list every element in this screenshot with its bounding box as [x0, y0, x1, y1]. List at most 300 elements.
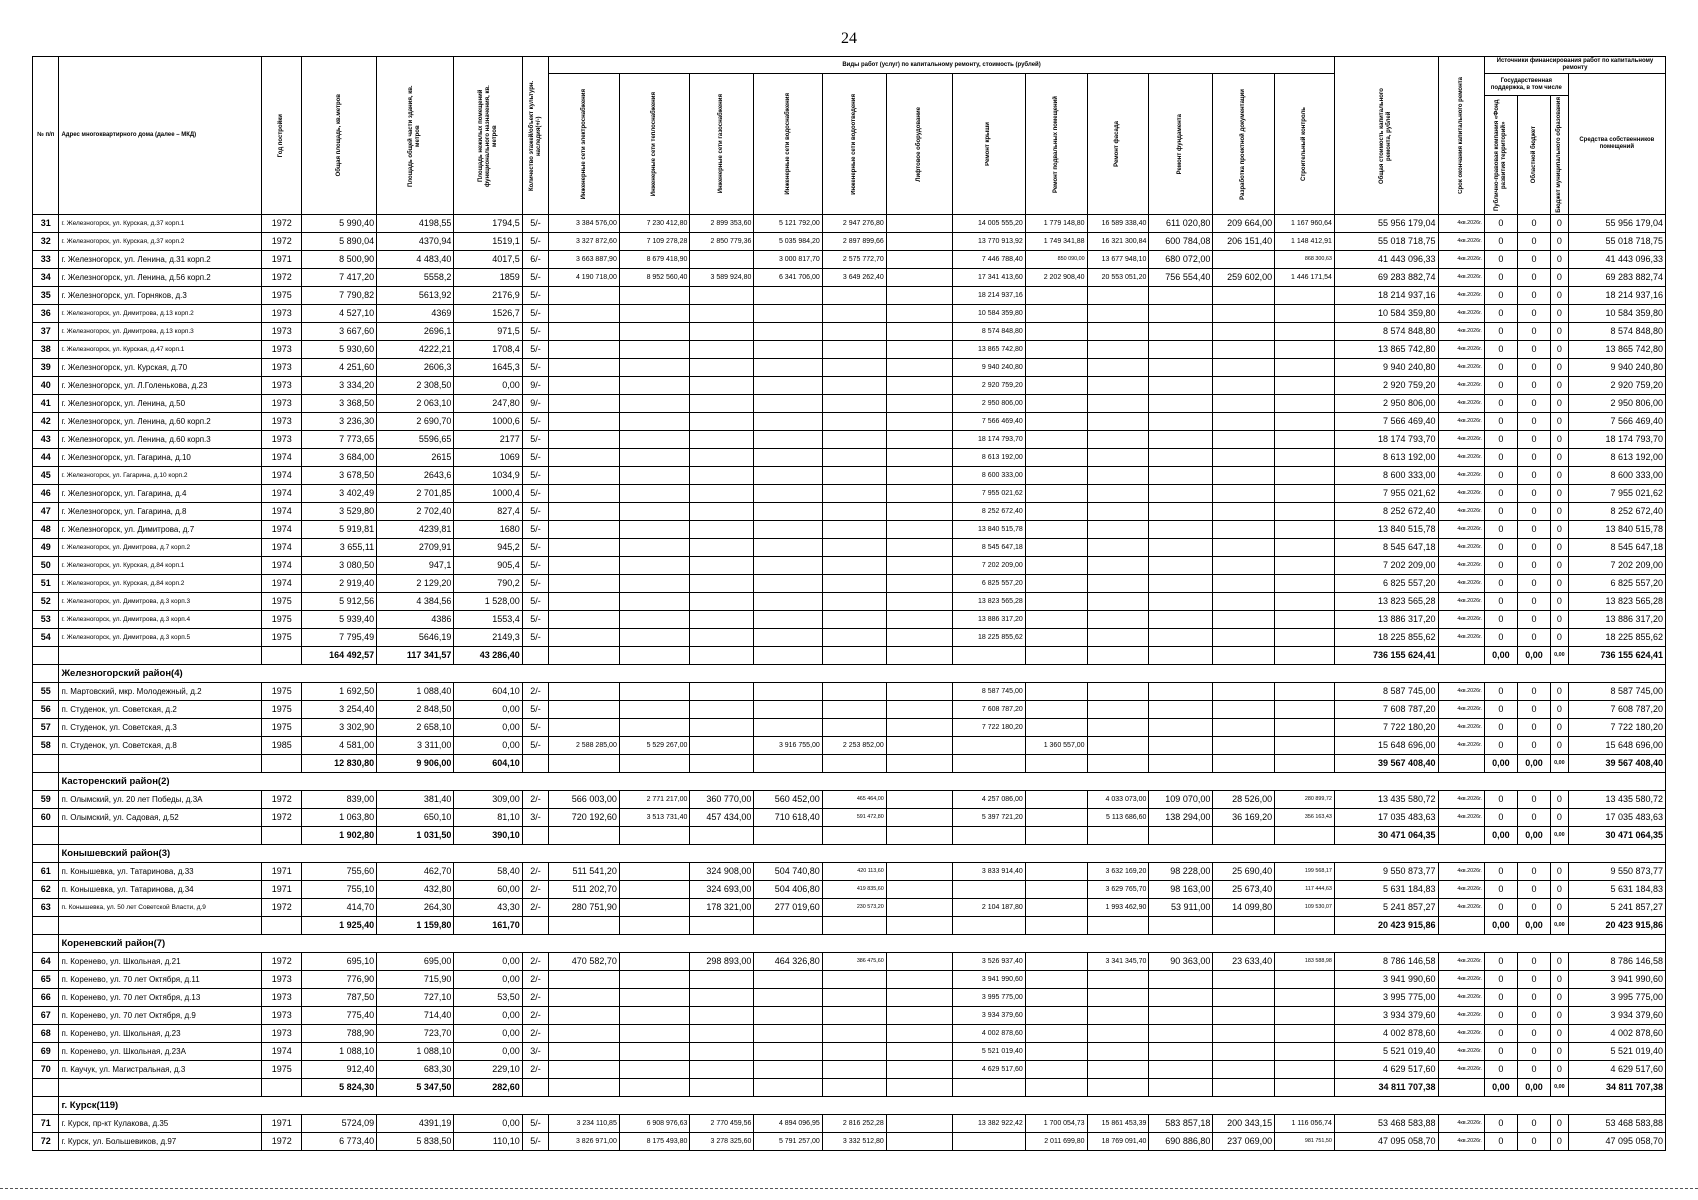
cell-foundation: 583 857,18: [1149, 1115, 1213, 1133]
cell-total-cost: 8 574 848,80: [1334, 323, 1438, 341]
cell-project: [1213, 1025, 1275, 1043]
cell-sewer: 2 816 252,28: [822, 1115, 886, 1133]
district-name: Касторенский район(2): [59, 773, 1666, 791]
cell-municipal: 0: [1551, 341, 1569, 359]
cell-gas: [690, 341, 754, 359]
cell-project: [1213, 1061, 1275, 1079]
cell-foundation: [1149, 683, 1213, 701]
cell-electric: [549, 305, 620, 323]
cell-control: 280 899,72: [1275, 791, 1335, 809]
cell-basement: [1025, 863, 1087, 881]
district-row: [33, 773, 1666, 791]
cell-floors: 5/-: [522, 503, 548, 521]
cell-electric: [549, 755, 620, 773]
cell-no: 53: [33, 611, 59, 629]
cell-water: [754, 557, 822, 575]
district-name: Конышевский район(3): [59, 845, 1666, 863]
cell-municipal: 0: [1551, 521, 1569, 539]
cell-gas: [690, 683, 754, 701]
subtotal-row: [33, 827, 1666, 845]
cell-year: 1973: [262, 1007, 302, 1025]
cell-project: 36 169,20: [1213, 809, 1275, 827]
cell-fund: 0: [1484, 719, 1517, 737]
cell-regional: 0,00: [1517, 827, 1550, 845]
cell-total-area: 3 402,49: [302, 485, 377, 503]
cell-common-area: 2 690,70: [377, 413, 454, 431]
cell-heat: 7 109 278,28: [619, 233, 690, 251]
cell-water: 6 341 706,00: [754, 269, 822, 287]
cell-project: [1213, 539, 1275, 557]
subtotal-row: [33, 755, 1666, 773]
cell-water: [754, 989, 822, 1007]
table-row: [33, 431, 1666, 449]
cell-year: 1974: [262, 449, 302, 467]
cell-total-area: 4 527,10: [302, 305, 377, 323]
cell-total-cost: 2 950 806,00: [1334, 395, 1438, 413]
cell-electric: 280 751,90: [549, 899, 620, 917]
cell-owners: 3 941 990,60: [1568, 971, 1665, 989]
cell-gas: 2 899 353,60: [690, 215, 754, 233]
cell-total-area: 755,10: [302, 881, 377, 899]
cell-total-area: 7 795,49: [302, 629, 377, 647]
cell-floors: 2/-: [522, 971, 548, 989]
cell-roof: [952, 917, 1025, 935]
cell-common-area: 695,00: [377, 953, 454, 971]
cell-water: [754, 503, 822, 521]
cell-floors: 5/-: [522, 431, 548, 449]
cell-total-area: 5724,09: [302, 1115, 377, 1133]
page-number: 24: [841, 30, 857, 47]
cell-project: [1213, 1043, 1275, 1061]
cell-facade: [1087, 521, 1149, 539]
cell-fund: 0: [1484, 557, 1517, 575]
cell-fund: 0: [1484, 611, 1517, 629]
header-year: Год постройки: [262, 57, 302, 215]
cell-owners: 10 584 359,80: [1568, 305, 1665, 323]
cell-floors: 5/-: [522, 485, 548, 503]
cell-control: [1275, 539, 1335, 557]
cell-control: [1275, 413, 1335, 431]
cell-heat: [619, 305, 690, 323]
cell-deadline: [1438, 1079, 1484, 1097]
cell-total-cost: 3 934 379,60: [1334, 1007, 1438, 1025]
cell-control: [1275, 359, 1335, 377]
cell-municipal: 0: [1551, 485, 1569, 503]
cell-basement: 1 779 148,80: [1025, 215, 1087, 233]
cell-basement: [1025, 881, 1087, 899]
cell-address: [59, 755, 262, 773]
cell-total-area: 3 678,50: [302, 467, 377, 485]
cell-deadline: 4кв.2026г.: [1438, 809, 1484, 827]
cell-regional: 0: [1517, 863, 1550, 881]
cell-project: 25 690,40: [1213, 863, 1275, 881]
cell-address: п. Каучук, ул. Магистральная, д.3: [59, 1061, 262, 1079]
cell-control: [1275, 827, 1335, 845]
cell-gas: [690, 323, 754, 341]
cell-total-cost: 9 940 240,80: [1334, 359, 1438, 377]
header-control: Строительный контроль: [1275, 74, 1335, 215]
cell-heat: [619, 593, 690, 611]
cell-year: 1971: [262, 881, 302, 899]
cell-regional: 0: [1517, 575, 1550, 593]
cell-gas: 3 278 325,60: [690, 1133, 754, 1151]
cell-deadline: 4кв.2026г.: [1438, 1133, 1484, 1151]
cell-foundation: [1149, 593, 1213, 611]
cell-gas: [690, 539, 754, 557]
cell-gas: [690, 989, 754, 1007]
cell-address: г. Железногорск, ул. Димитрова, д.13 корп.3: [59, 323, 262, 341]
cell-owners: 47 095 058,70: [1568, 1133, 1665, 1151]
cell-no: 50: [33, 557, 59, 575]
cell-year: [262, 1079, 302, 1097]
cell-total-area: 788,90: [302, 1025, 377, 1043]
cell-roof: 7 955 021,62: [952, 485, 1025, 503]
cell-basement: [1025, 377, 1087, 395]
cell-regional: 0: [1517, 899, 1550, 917]
cell-address: п. Мартовский, мкр. Молодежный, д.2: [59, 683, 262, 701]
cell-heat: [619, 863, 690, 881]
cell-project: [1213, 719, 1275, 737]
cell-facade: 16 589 338,40: [1087, 215, 1149, 233]
cell-foundation: [1149, 539, 1213, 557]
cell-municipal: 0: [1551, 413, 1569, 431]
cell-common-area: 4369: [377, 305, 454, 323]
cell-heat: [619, 1079, 690, 1097]
cell-floors: 5/-: [522, 611, 548, 629]
cell-roof: 18 174 793,70: [952, 431, 1025, 449]
cell-heat: 7 230 412,80: [619, 215, 690, 233]
cell-total-area: 4 251,60: [302, 359, 377, 377]
cell-gas: 324 908,00: [690, 863, 754, 881]
cell-roof: 7 202 209,00: [952, 557, 1025, 575]
cell-lift: [886, 539, 952, 557]
cell-project: [1213, 755, 1275, 773]
cell-sewer: [822, 989, 886, 1007]
cell-municipal: 0: [1551, 737, 1569, 755]
cell-sewer: [822, 1061, 886, 1079]
cell-electric: [549, 683, 620, 701]
cell-control: [1275, 521, 1335, 539]
cell-total-area: 1 063,80: [302, 809, 377, 827]
cell-no: 47: [33, 503, 59, 521]
cell-regional: 0: [1517, 521, 1550, 539]
cell-nonres-area: 1794,5: [454, 215, 522, 233]
cell-common-area: 5646,19: [377, 629, 454, 647]
cell-basement: [1025, 647, 1087, 665]
cell-fund: 0: [1484, 521, 1517, 539]
cell-water: 4 894 096,95: [754, 1115, 822, 1133]
cell-regional: 0: [1517, 287, 1550, 305]
cell-facade: [1087, 971, 1149, 989]
cell-heat: [619, 485, 690, 503]
cell-basement: [1025, 341, 1087, 359]
cell-regional: 0: [1517, 971, 1550, 989]
cell-address: г. Железногорск, ул. Ленина, д.31 корп.2: [59, 251, 262, 269]
cell-sewer: [822, 467, 886, 485]
cell-control: 117 444,63: [1275, 881, 1335, 899]
cell-roof: 18 225 855,62: [952, 629, 1025, 647]
cell-facade: [1087, 593, 1149, 611]
cell-gas: 2 850 779,36: [690, 233, 754, 251]
cell-year: 1974: [262, 503, 302, 521]
cell-water: [754, 827, 822, 845]
cell-total-area: 7 790,82: [302, 287, 377, 305]
cell-roof: 13 823 565,28: [952, 593, 1025, 611]
cell-nonres-area: 1708,4: [454, 341, 522, 359]
cell-total-cost: 9 550 873,77: [1334, 863, 1438, 881]
cell-no: 56: [33, 701, 59, 719]
table-row: [33, 323, 1666, 341]
cell-roof: 8 600 333,00: [952, 467, 1025, 485]
cell-fund: 0,00: [1484, 917, 1517, 935]
cell-no: 44: [33, 449, 59, 467]
cell-deadline: 4кв.2026г.: [1438, 593, 1484, 611]
cell-floors: 2/-: [522, 899, 548, 917]
cell-total-cost: 18 225 855,62: [1334, 629, 1438, 647]
cell-total-cost: 13 823 565,28: [1334, 593, 1438, 611]
cell-common-area: 2615: [377, 449, 454, 467]
cell-heat: [619, 431, 690, 449]
cell-heat: [619, 575, 690, 593]
cell-facade: 18 769 091,40: [1087, 1133, 1149, 1151]
cell-owners: 9 550 873,77: [1568, 863, 1665, 881]
cell-floors: 5/-: [522, 1133, 548, 1151]
cell-heat: [619, 557, 690, 575]
cell-floors: 5/-: [522, 719, 548, 737]
cell-no: 48: [33, 521, 59, 539]
cell-control: [1275, 719, 1335, 737]
cell-municipal: 0: [1551, 575, 1569, 593]
cell-electric: [549, 503, 620, 521]
cell-sewer: [822, 1007, 886, 1025]
cell-lift: [886, 341, 952, 359]
cell-gas: [690, 701, 754, 719]
cell-lift: [886, 863, 952, 881]
cell-nonres-area: 0,00: [454, 701, 522, 719]
cell-common-area: 723,70: [377, 1025, 454, 1043]
cell-no: [33, 773, 59, 791]
cell-floors: 2/-: [522, 953, 548, 971]
header-electric: Инженерные сети электроснабжения: [549, 74, 620, 215]
header-facade: Ремонт фасада: [1087, 74, 1149, 215]
cell-gas: 360 770,00: [690, 791, 754, 809]
cell-gas: [690, 971, 754, 989]
cell-electric: [549, 287, 620, 305]
cell-lift: [886, 251, 952, 269]
cell-facade: [1087, 575, 1149, 593]
cell-lift: [886, 737, 952, 755]
cell-address: п. Коренево, ул. 70 лет Октября, д.9: [59, 1007, 262, 1025]
cell-facade: [1087, 719, 1149, 737]
cell-basement: [1025, 413, 1087, 431]
header-no: № п/п: [33, 57, 59, 215]
cell-roof: 4 002 878,60: [952, 1025, 1025, 1043]
cell-heat: 3 513 731,40: [619, 809, 690, 827]
cell-control: [1275, 971, 1335, 989]
cell-foundation: [1149, 431, 1213, 449]
cell-deadline: 4кв.2026г.: [1438, 341, 1484, 359]
cell-common-area: 381,40: [377, 791, 454, 809]
cell-foundation: 98 163,00: [1149, 881, 1213, 899]
cell-floors: 5/-: [522, 737, 548, 755]
cell-owners: 8 587 745,00: [1568, 683, 1665, 701]
cell-facade: 3 341 345,70: [1087, 953, 1149, 971]
cell-electric: [549, 629, 620, 647]
cell-basement: [1025, 611, 1087, 629]
cell-foundation: [1149, 827, 1213, 845]
cell-gas: 2 770 459,56: [690, 1115, 754, 1133]
cell-foundation: 138 294,00: [1149, 809, 1213, 827]
cell-municipal: 0: [1551, 971, 1569, 989]
cell-roof: 7 566 469,40: [952, 413, 1025, 431]
cell-deadline: 4кв.2026г.: [1438, 557, 1484, 575]
cell-total-cost: 7 722 180,20: [1334, 719, 1438, 737]
cell-floors: 5/-: [522, 359, 548, 377]
cell-nonres-area: 161,70: [454, 917, 522, 935]
cell-facade: 13 677 948,10: [1087, 251, 1149, 269]
cell-nonres-area: 81,10: [454, 809, 522, 827]
cell-no: 41: [33, 395, 59, 413]
cell-fund: 0: [1484, 953, 1517, 971]
table-row: [33, 395, 1666, 413]
cell-water: [754, 287, 822, 305]
cell-deadline: [1438, 917, 1484, 935]
cell-roof: [952, 881, 1025, 899]
cell-basement: [1025, 899, 1087, 917]
cell-foundation: [1149, 359, 1213, 377]
cell-lift: [886, 395, 952, 413]
cell-municipal: 0: [1551, 431, 1569, 449]
cell-total-area: 1 088,10: [302, 1043, 377, 1061]
cell-year: 1974: [262, 485, 302, 503]
cell-facade: 15 861 453,39: [1087, 1115, 1149, 1133]
cell-owners: 13 886 317,20: [1568, 611, 1665, 629]
cell-project: [1213, 449, 1275, 467]
cell-regional: 0: [1517, 503, 1550, 521]
cell-foundation: [1149, 575, 1213, 593]
cell-gas: [690, 827, 754, 845]
cell-address: г. Железногорск, ул. Курская, д.84 корп.2: [59, 575, 262, 593]
cell-water: [754, 575, 822, 593]
cell-total-area: 6 773,40: [302, 1133, 377, 1151]
cell-facade: [1087, 701, 1149, 719]
cell-facade: [1087, 431, 1149, 449]
cell-electric: [549, 1079, 620, 1097]
cell-nonres-area: 282,60: [454, 1079, 522, 1097]
cell-address: г. Курск, ул. Большевиков, д.97: [59, 1133, 262, 1151]
cell-nonres-area: 43 286,40: [454, 647, 522, 665]
cell-water: [754, 719, 822, 737]
table-row: [33, 1115, 1666, 1133]
cell-basement: [1025, 305, 1087, 323]
cell-owners: 7 722 180,20: [1568, 719, 1665, 737]
cell-total-cost: 55 018 718,75: [1334, 233, 1438, 251]
cell-no: 38: [33, 341, 59, 359]
cell-roof: [952, 737, 1025, 755]
cell-total-area: 12 830,80: [302, 755, 377, 773]
cell-year: 1973: [262, 359, 302, 377]
cell-total-area: 5 912,56: [302, 593, 377, 611]
cell-basement: [1025, 917, 1087, 935]
cell-floors: 2/-: [522, 791, 548, 809]
cell-owners: 3 995 775,00: [1568, 989, 1665, 1007]
cell-foundation: [1149, 413, 1213, 431]
cell-foundation: [1149, 503, 1213, 521]
cell-water: [754, 917, 822, 935]
cell-nonres-area: 2149,3: [454, 629, 522, 647]
cell-floors: 3/-: [522, 809, 548, 827]
cell-municipal: 0: [1551, 611, 1569, 629]
cell-owners: 7 566 469,40: [1568, 413, 1665, 431]
cell-roof: [952, 647, 1025, 665]
cell-water: [754, 971, 822, 989]
cell-no: 69: [33, 1043, 59, 1061]
cell-deadline: 4кв.2026г.: [1438, 701, 1484, 719]
cell-common-area: 2 308,50: [377, 377, 454, 395]
cell-total-area: 5 919,81: [302, 521, 377, 539]
cell-fund: 0: [1484, 323, 1517, 341]
cell-year: 1975: [262, 287, 302, 305]
cell-no: [33, 647, 59, 665]
cell-basement: [1025, 1061, 1087, 1079]
cell-sewer: [822, 611, 886, 629]
cell-nonres-area: 1034,9: [454, 467, 522, 485]
cell-foundation: 611 020,80: [1149, 215, 1213, 233]
table-row: [33, 215, 1666, 233]
header-foundation: Ремонт фундамента: [1149, 74, 1213, 215]
cell-heat: [619, 1061, 690, 1079]
cell-lift: [886, 827, 952, 845]
cell-heat: [619, 287, 690, 305]
cell-lift: [886, 485, 952, 503]
cell-fund: 0: [1484, 413, 1517, 431]
cell-total-area: 164 492,57: [302, 647, 377, 665]
cell-nonres-area: 827,4: [454, 503, 522, 521]
cell-gas: [690, 377, 754, 395]
cell-nonres-area: 2176,9: [454, 287, 522, 305]
cell-deadline: 4кв.2026г.: [1438, 1043, 1484, 1061]
cell-project: [1213, 593, 1275, 611]
cell-foundation: 690 886,80: [1149, 1133, 1213, 1151]
cell-regional: 0: [1517, 341, 1550, 359]
cell-heat: [619, 719, 690, 737]
cell-facade: [1087, 1025, 1149, 1043]
cell-heat: 6 908 976,63: [619, 1115, 690, 1133]
header-deadline: Срок окончания капитального ремонта: [1438, 57, 1484, 215]
cell-fund: 0: [1484, 1115, 1517, 1133]
cell-common-area: 4386: [377, 611, 454, 629]
cell-common-area: 264,30: [377, 899, 454, 917]
cell-regional: 0: [1517, 323, 1550, 341]
cell-total-area: 787,50: [302, 989, 377, 1007]
district-name: г. Курск(119): [59, 1097, 1666, 1115]
cell-electric: [549, 917, 620, 935]
cell-deadline: 4кв.2026г.: [1438, 449, 1484, 467]
cell-roof: [952, 755, 1025, 773]
cell-address: п. Студенок, ул. Советская, д.8: [59, 737, 262, 755]
cell-regional: 0,00: [1517, 917, 1550, 935]
cell-fund: 0: [1484, 377, 1517, 395]
cell-fund: 0,00: [1484, 1079, 1517, 1097]
cell-facade: [1087, 1079, 1149, 1097]
cell-fund: 0: [1484, 287, 1517, 305]
cell-gas: 298 893,00: [690, 953, 754, 971]
cell-address: г. Железногорск, ул. Курская, д.47 корп.1: [59, 341, 262, 359]
cell-total-cost: 8 600 333,00: [1334, 467, 1438, 485]
cell-lift: [886, 431, 952, 449]
cell-common-area: 2 658,10: [377, 719, 454, 737]
cell-sewer: [822, 557, 886, 575]
